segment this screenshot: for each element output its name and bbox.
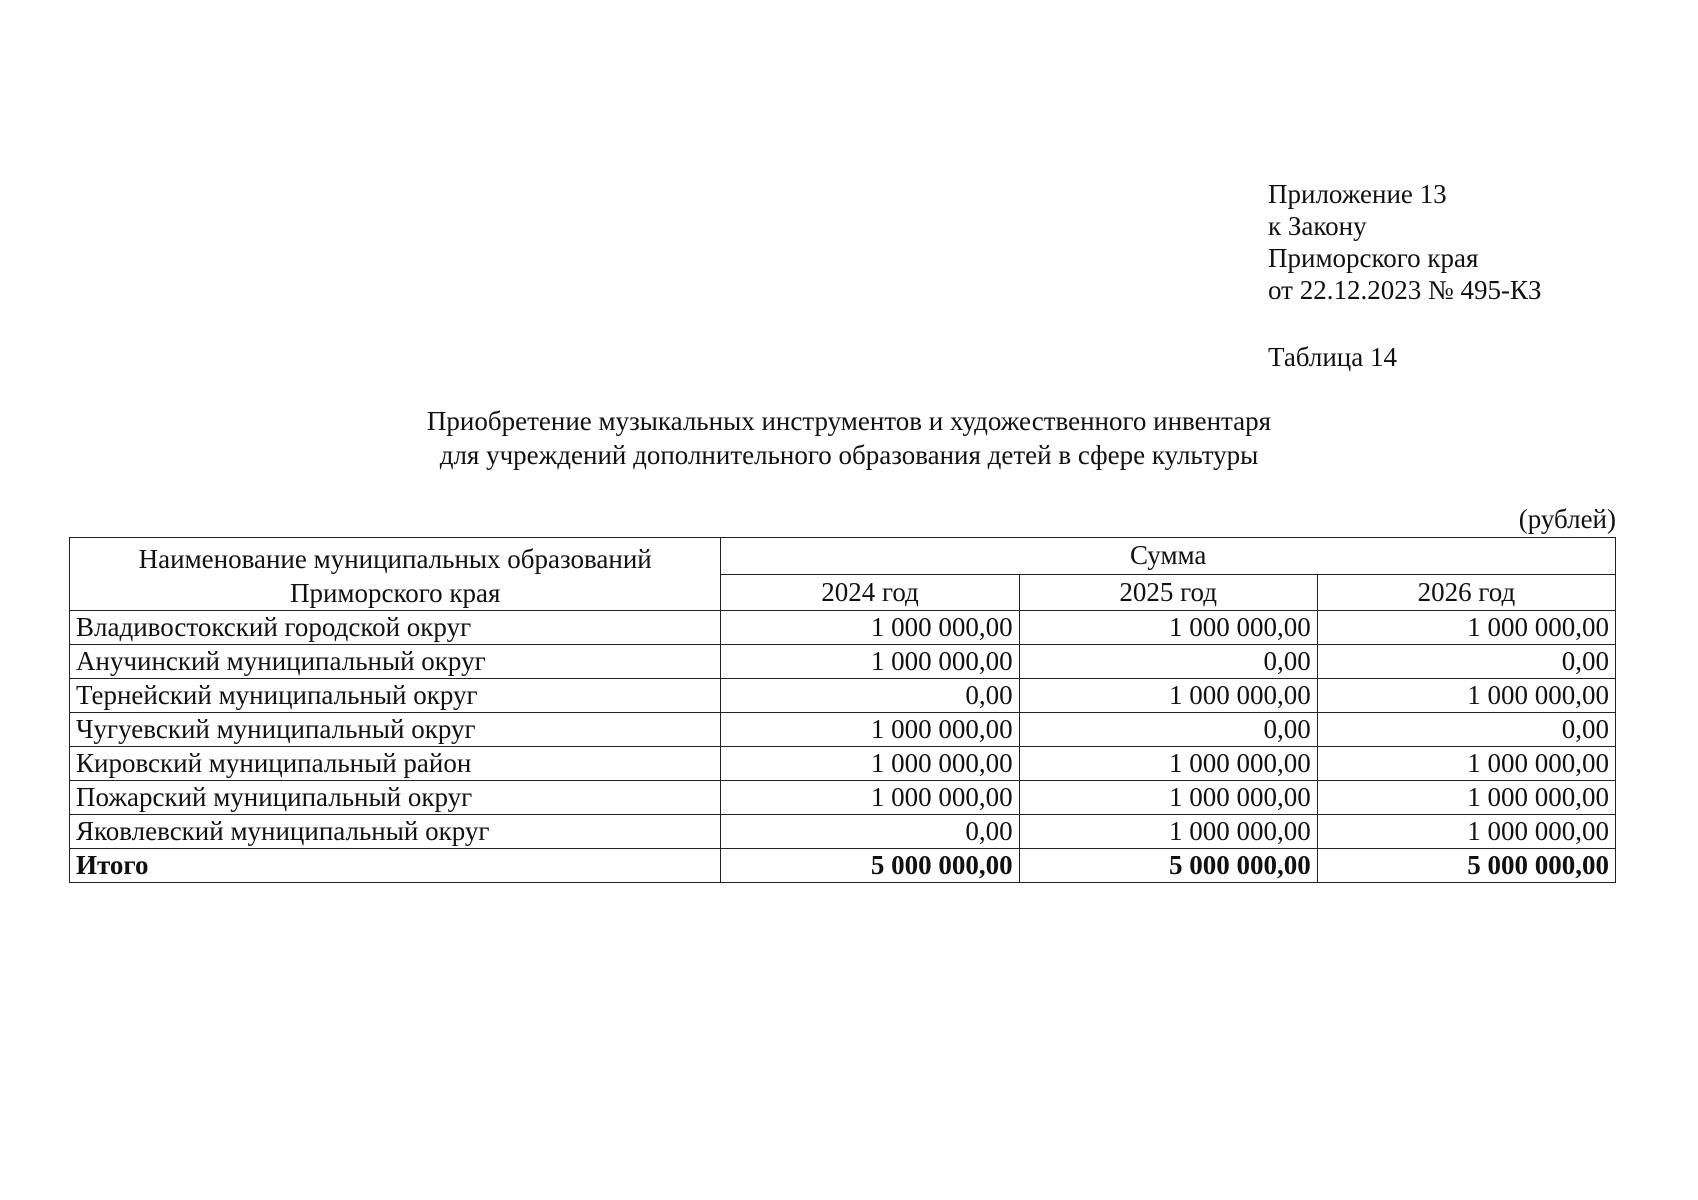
table-row [70, 713, 1616, 747]
total-label: Итого [70, 849, 721, 883]
amount-cell: 1 000 000,00 [1019, 815, 1317, 849]
funding-table [69, 537, 1616, 883]
appendix-line: Приморского края [1268, 243, 1479, 273]
amount-cell: 0,00 [721, 679, 1019, 713]
sum-column-header: Сумма [721, 538, 1616, 575]
amount-cell: 1 000 000,00 [1019, 611, 1317, 645]
amount-cell: 0,00 [1019, 713, 1317, 747]
table-row [70, 611, 1616, 645]
document-title [0, 404, 1698, 472]
appendix-block [1268, 178, 1541, 306]
appendix-line: Приложение 13 [1268, 179, 1447, 209]
amount-cell: 1 000 000,00 [721, 611, 1019, 645]
total-row [70, 849, 1616, 883]
amount-cell: 0,00 [721, 815, 1019, 849]
amount-cell: 0,00 [1317, 713, 1615, 747]
appendix-line: от 22.12.2023 № 495-КЗ [1268, 275, 1542, 305]
table-row [70, 815, 1616, 849]
appendix-line: к Закону [1268, 211, 1367, 241]
header-line: Приморского края [289, 578, 501, 608]
amount-cell: 1 000 000,00 [1317, 611, 1615, 645]
amount-cell: 1 000 000,00 [1317, 747, 1615, 781]
amount-cell: 0,00 [1317, 645, 1615, 679]
amount-cell: 1 000 000,00 [721, 781, 1019, 815]
municipality-name: Анучинский муниципальный округ [70, 645, 721, 679]
amount-cell: 1 000 000,00 [1019, 781, 1317, 815]
amount-cell: 1 000 000,00 [721, 747, 1019, 781]
year-header: 2025 год [1019, 574, 1317, 611]
amount-cell: 0,00 [1019, 645, 1317, 679]
total-amount: 5 000 000,00 [721, 849, 1019, 883]
municipality-column-header [70, 538, 721, 611]
table-row [70, 781, 1616, 815]
table-label: Таблица 14 [1268, 342, 1397, 372]
municipality-name: Тернейский муниципальный округ [70, 679, 721, 713]
table-row [70, 679, 1616, 713]
title-line: для учреждений дополнительного образования детей в сфере культуры [439, 440, 1259, 470]
amount-cell: 1 000 000,00 [1019, 747, 1317, 781]
amount-cell: 1 000 000,00 [721, 645, 1019, 679]
units-label: (рублей) [1518, 504, 1616, 534]
amount-cell: 1 000 000,00 [1317, 815, 1615, 849]
header-row [70, 538, 1616, 575]
total-amount: 5 000 000,00 [1317, 849, 1615, 883]
table-row [70, 747, 1616, 781]
amount-cell: 1 000 000,00 [1317, 679, 1615, 713]
total-amount: 5 000 000,00 [1019, 849, 1317, 883]
municipality-name: Кировский муниципальный район [70, 747, 721, 781]
table-row [70, 645, 1616, 679]
year-header: 2024 год [721, 574, 1019, 611]
municipality-name: Пожарский муниципальный округ [70, 781, 721, 815]
year-header: 2026 год [1317, 574, 1615, 611]
amount-cell: 1 000 000,00 [721, 713, 1019, 747]
header-line: Наименование муниципальных образований [138, 544, 652, 574]
municipality-name: Владивостокский городской округ [70, 611, 721, 645]
municipality-name: Чугуевский муниципальный округ [70, 713, 721, 747]
amount-cell: 1 000 000,00 [1019, 679, 1317, 713]
amount-cell: 1 000 000,00 [1317, 781, 1615, 815]
municipality-name: Яковлевский муниципальный округ [70, 815, 721, 849]
title-line: Приобретение музыкальных инструментов и художественного инвентаря [426, 406, 1272, 436]
